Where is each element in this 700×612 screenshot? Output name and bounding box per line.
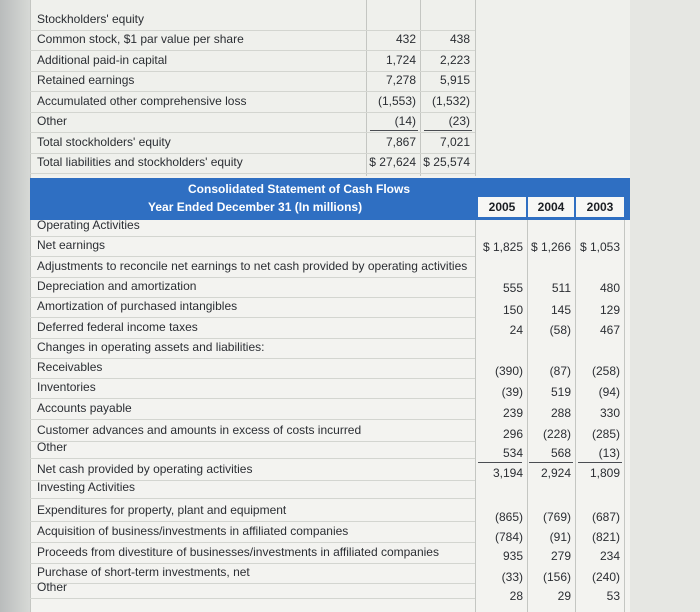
cash-flow-value-2005: 28 [509, 589, 523, 603]
balance-value-2004: (1,532) [431, 94, 470, 108]
cash-flow-value-2003: 480 [599, 281, 620, 295]
cash-flow-value-2004: $ 1,266 [530, 240, 571, 254]
cash-flow-row-label: Investing Activities [37, 480, 136, 494]
cash-flow-value-2003: (285) [591, 427, 620, 441]
cash-flow-row-label: Other [37, 580, 68, 594]
cash-flow-value-2004: 29 [557, 589, 571, 603]
cash-flow-value-2004: (769) [542, 510, 571, 524]
cash-flow-value-2004: (91) [549, 530, 571, 544]
cash-flow-value-2004: 145 [550, 303, 571, 317]
cash-flow-value-2005: $ 1,825 [482, 240, 523, 254]
cash-flow-row-label: Inventories [37, 380, 96, 394]
right-margin [630, 0, 700, 612]
cash-flow-value-2004: 2,924 [540, 466, 571, 480]
cash-flow-row-label: Accounts payable [37, 401, 132, 415]
cash-flow-value-2003: (687) [591, 510, 620, 524]
cash-flow-value-2004: (156) [542, 570, 571, 584]
cash-flow-value-2003: 1,809 [589, 466, 620, 480]
balance-value-2005: 7,278 [385, 73, 416, 87]
balance-sheet-section [30, 0, 630, 176]
cash-flow-row-label: Other [37, 440, 68, 454]
cash-flow-value-2003: (258) [591, 364, 620, 378]
cash-flow-row-label: Amortization of purchased intangibles [37, 299, 238, 313]
cash-flow-value-2003: (240) [591, 570, 620, 584]
balance-row-label: Total stockholders' equity [37, 135, 171, 149]
balance-value-2005: (14) [394, 114, 416, 128]
balance-value-2005: 7,867 [385, 135, 416, 149]
cash-flow-value-2005: 534 [502, 446, 523, 460]
balance-row-label: Other [37, 114, 68, 128]
balance-row-label: Retained earnings [37, 73, 135, 87]
cash-flow-value-2003: 234 [599, 549, 620, 563]
cash-flow-row-label: Receivables [37, 360, 103, 374]
cash-flow-value-2005: 239 [502, 406, 523, 420]
balance-row-label: Stockholders' equity [37, 12, 145, 26]
balance-value-2004: 438 [449, 32, 470, 46]
cash-flow-row-label: Changes in operating assets and liabilities: [37, 340, 265, 354]
cash-flow-value-2004: 279 [550, 549, 571, 563]
cash-flow-subtitle: Year Ended December 31 (In millions) [148, 200, 363, 214]
cash-flow-value-2004: 511 [551, 281, 571, 295]
cash-flow-value-2005: 24 [509, 323, 523, 337]
cash-flow-row-label: Purchase of short-term investments, net [37, 565, 250, 579]
year-header-2004: 2004 [528, 197, 574, 217]
balance-value-2005: 1,724 [385, 53, 416, 67]
balance-value-2004: 5,915 [439, 73, 470, 87]
cash-flow-value-2005: 555 [502, 281, 523, 295]
balance-value-2005: 432 [395, 32, 416, 46]
cash-flow-row-label: Customer advances and amounts in excess of costs incurred [37, 423, 362, 437]
cash-flow-value-2004: 519 [550, 385, 571, 399]
year-header-2005: 2005 [478, 197, 526, 217]
cash-flow-row-label: Expenditures for property, plant and equipment [37, 503, 287, 517]
cash-flow-value-2003: (821) [591, 530, 620, 544]
left-edge-shadow [0, 0, 30, 612]
balance-value-2004: $ 25,574 [423, 155, 470, 169]
balance-row-label: Additional paid-in capital [37, 53, 168, 67]
balance-value-2004: 7,021 [439, 135, 470, 149]
balance-value-2005: (1,553) [377, 94, 416, 108]
cash-flow-value-2003: 330 [599, 406, 620, 420]
cash-flow-row-label: Deferred federal income taxes [37, 320, 198, 334]
cash-flow-row-label: Operating Activities [37, 218, 140, 232]
cash-flow-row-label: Adjustments to reconcile net earnings to net cash provided by operating activities [37, 259, 468, 273]
cash-flow-value-2003: 53 [606, 589, 620, 603]
cash-flow-value-2004: (87) [549, 364, 571, 378]
balance-row-label: Total liabilities and stockholders' equity [37, 155, 243, 169]
cash-flow-value-2003: 467 [599, 323, 620, 337]
balance-value-2004: (23) [448, 114, 470, 128]
cash-flow-value-2005: (865) [494, 510, 523, 524]
cash-flow-value-2005: (33) [501, 570, 523, 584]
cash-flow-value-2005: (39) [501, 385, 523, 399]
cash-flow-row-label: Net cash provided by operating activities [37, 462, 253, 476]
cash-flow-value-2004: 568 [550, 446, 571, 460]
cash-flow-value-2003: (94) [598, 385, 620, 399]
cash-flow-value-2005: 3,194 [492, 466, 523, 480]
balance-value-2004: 2,223 [439, 53, 470, 67]
cash-flow-value-2005: 296 [502, 427, 523, 441]
year-header-2003: 2003 [576, 197, 624, 217]
cash-flow-value-2003: (13) [598, 446, 620, 460]
cash-flow-value-2004: (58) [549, 323, 571, 337]
cash-flow-value-2005: (390) [494, 364, 523, 378]
cash-flow-title: Consolidated Statement of Cash Flows [188, 182, 411, 196]
cash-flow-row-label: Depreciation and amortization [37, 279, 197, 293]
cash-flow-value-2004: (228) [542, 427, 571, 441]
cash-flow-value-2003: 129 [599, 303, 620, 317]
cash-flow-value-2004: 288 [550, 406, 571, 420]
balance-value-2005: $ 27,624 [369, 155, 416, 169]
cash-flow-value-2003: $ 1,053 [579, 240, 620, 254]
cash-flow-value-2005: 935 [502, 549, 523, 563]
cash-flow-row-label: Proceeds from divestiture of businesses/investments in affiliated companies [37, 545, 439, 559]
cash-flow-row-label: Net earnings [37, 238, 106, 252]
balance-row-label: Accumulated other comprehensive loss [37, 94, 247, 108]
cash-flow-row-label: Acquisition of business/investments in affiliated companies [37, 524, 349, 538]
cash-flow-value-2005: 150 [502, 303, 523, 317]
balance-row-label: Common stock, $1 par value per share [37, 32, 244, 46]
cash-flow-value-2005: (784) [494, 530, 523, 544]
